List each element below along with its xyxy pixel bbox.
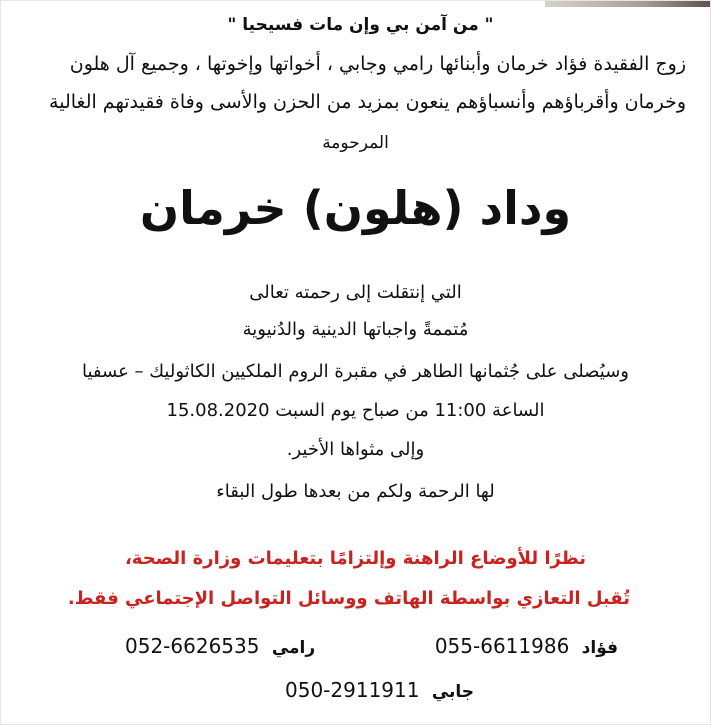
contact-phone[interactable]: 050-2911911 bbox=[285, 678, 420, 702]
resting-place-line: وإلى مثواها الأخير. bbox=[286, 439, 425, 460]
family-intro-line-3: المرحومة bbox=[322, 133, 389, 153]
contact-name: فؤاد bbox=[581, 638, 618, 658]
cropped-photo-strip bbox=[545, 1, 710, 7]
contact-name: رامي bbox=[271, 638, 316, 658]
contact-name: جابي bbox=[431, 682, 475, 702]
deceased-name: وداد (هلون) خرمان bbox=[139, 181, 572, 235]
contact-fouad bbox=[435, 634, 618, 658]
scripture-quote: " من آمن بي وإن مات فسيحيا " bbox=[227, 15, 494, 35]
contact-phone[interactable]: 055-6611986 bbox=[434, 634, 570, 658]
contact-rami bbox=[125, 634, 315, 658]
covid-notice-line-1: نظرًا للأوضاع الراهنة وإلتزامًا بتعليمات وزارة الصحة، bbox=[124, 548, 587, 569]
contact-phone[interactable]: 052-6626535 bbox=[125, 634, 260, 658]
family-intro-line-1: زوج الفقيدة فؤاد خرمان وأبنائها رامي وجابي ، أخواتها وإخوتها ، وجميع آل هلون bbox=[69, 53, 686, 75]
family-intro-line-2: وخرمان وأقرباؤهم وأنسباؤهم ينعون بمزيد من الحزن والأسى وفاة فقيدتهم الغالية bbox=[49, 91, 686, 113]
duties-line: مُتممةً واجباتها الدينية والدُنيوية bbox=[242, 319, 469, 340]
funeral-time-line: الساعة 11:00 من صباح يوم السبت 15.08.2020 bbox=[166, 400, 545, 421]
burial-location-line: وسيُصلى على جُثمانها الطاهر في مقبرة الروم الملكيين الكاثوليك – عسفيا bbox=[82, 361, 629, 382]
condolence-line: لها الرحمة ولكم من بعدها طول البقاء bbox=[216, 481, 495, 502]
contact-jaby bbox=[285, 678, 474, 702]
covid-notice-line-2: تُقبل التعازي بواسطة الهاتف ووسائل التواصل الإجتماعي فقط. bbox=[67, 588, 630, 609]
passing-line: التي إنتقلت إلى رحمته تعالى bbox=[249, 282, 462, 303]
